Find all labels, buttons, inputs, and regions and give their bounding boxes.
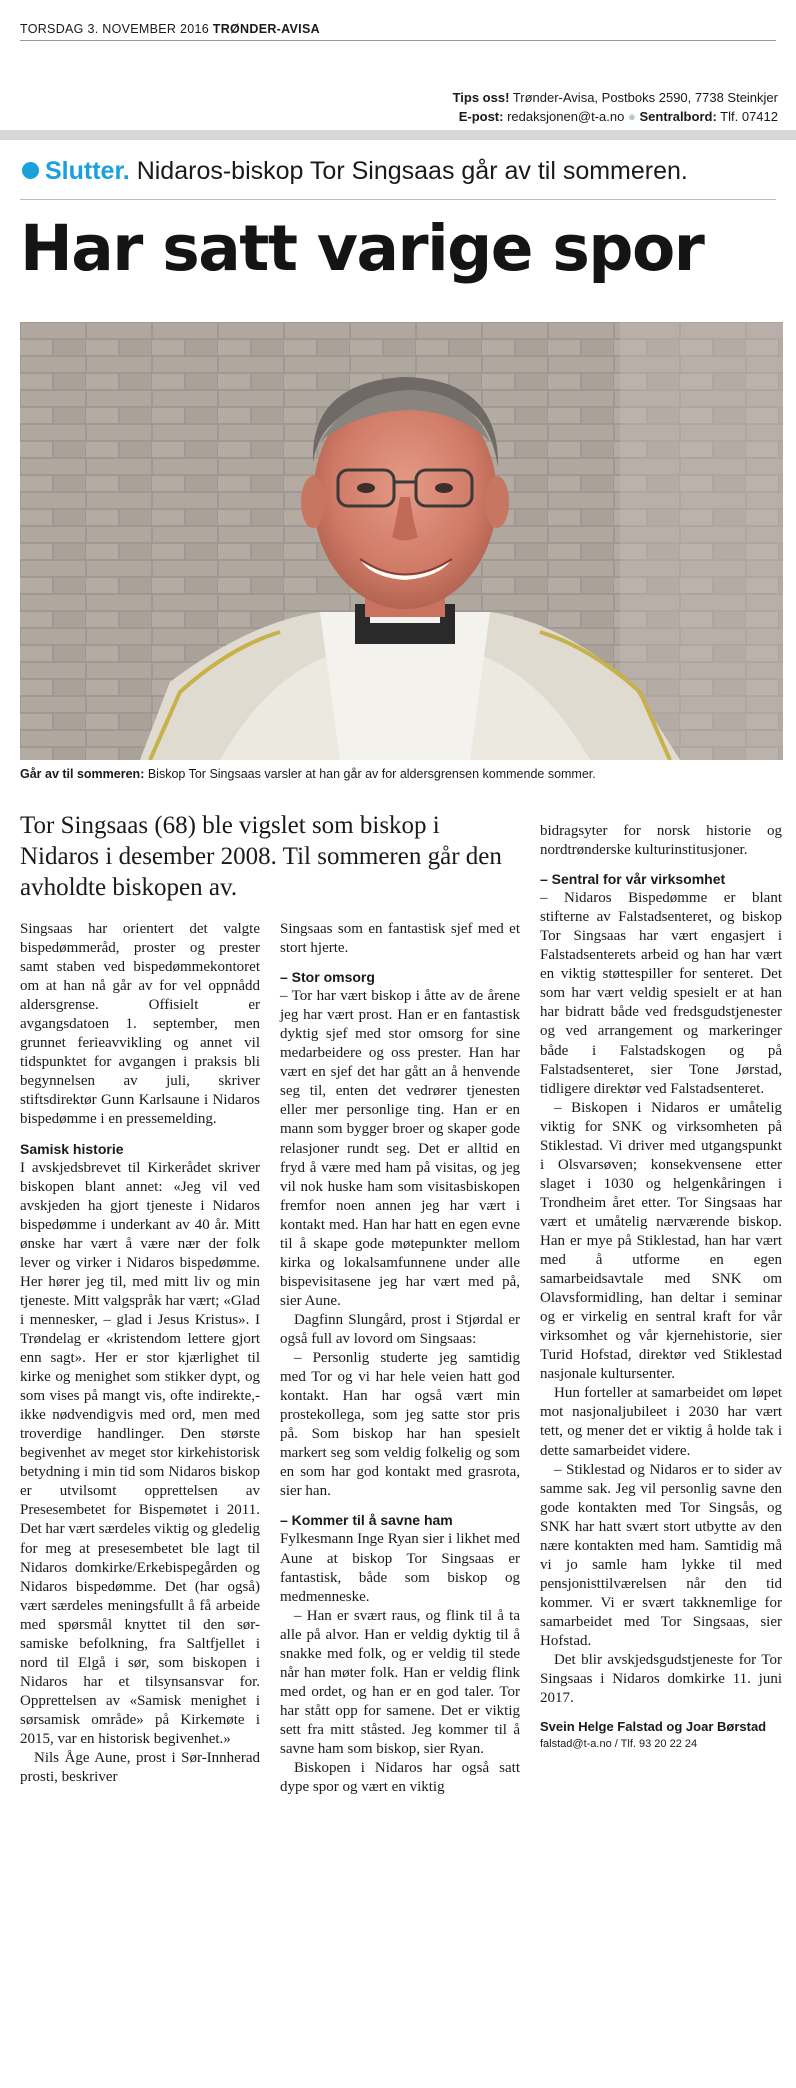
separator-dot-icon: ● bbox=[628, 109, 636, 124]
column-2 bbox=[280, 920, 520, 1797]
switchboard-number: Tlf. 07412 bbox=[720, 109, 778, 124]
tips-label: Tips oss! bbox=[452, 90, 510, 105]
body-paragraph: – Tor har vært biskop i åtte av de årene jeg har vært prost. Han er en fantastisk dyktig sjef med stor omsorg for sine medarbeidere og oss prester. Han har vært en sjef det har gått an å henvende seg til, enten det vedrører tjenesten eller mer personlige ting. Han er en mann som bygger broer og skaper gode relasjoner rundt seg. Det er alltid en fryd å være med ham på visitas, og jeg vil nok huske ham som visitasbiskopen fremfor noen annen jeg har vært i kontakt med. Han har hatt en egen evne til å skape gode møtepunkter mellom kirka og lokalsamfunnene under alle bispevisitasene jeg har vært med på, sier Aune. bbox=[280, 988, 520, 1309]
body-paragraph: – Han er svært raus, og flink til å ta alle på alvor. Han er veldig dyktig til å snakke med folk, og er veldig til stede når han møter folk. Han er veldig flink med ordet, og han er en god taler. Tor har stått opp for samene. Det er viktig sett fra mitt ståsted. Jeg kommer til å savne ham som biskop, sier Ryan. bbox=[280, 1607, 520, 1757]
photo-caption bbox=[20, 766, 780, 782]
body-paragraph: Biskopen i Nidaros har også satt dype spor og vært en viktig bbox=[280, 1760, 520, 1796]
body-paragraph: Hun forteller at samarbeidet om løpet mot nasjonaljubileet i 2030 har vært tett, og mener det er viktig å holde tak i dette samarbeidet videre. bbox=[540, 1385, 782, 1459]
switchboard-label: Sentralbord: bbox=[639, 109, 717, 124]
kicker-divider bbox=[20, 199, 776, 200]
body-paragraph: Nils Åge Aune, prost i Sør-Innherad prosti, beskriver bbox=[20, 1750, 260, 1786]
kicker-dot-icon bbox=[22, 162, 39, 179]
contact-box bbox=[453, 88, 778, 126]
email-label: E-post: bbox=[458, 109, 504, 124]
body-paragraph: Singsaas har orientert det valgte bispedømmeråd, proster og prester samt staben ved bispedømmekontoret om at han nå går av for vel oppnådd aldersgrense. Offisielt er avgangsdatoen 1. september, men grunnet ferieavvikling og annet vil tidspunktet for avgangen i praksis bli begynnelsen av juli, skriver stiftsdirektør Gunn Karlsaune i Nidaros bispedømme i en pressemelding. bbox=[20, 921, 260, 1128]
body-paragraph: I avskjedsbrevet til Kirkerådet skriver biskopen blant annet: «Jeg vil ved avskjeden ha gjort tjeneste i Nidaros bispedømme i underkant av 40 år. Mitt ønske har vært å være nær der folk lever og virker i Nidaros bispedømme. Her hører jeg til, med mitt liv og min tjeneste. Mitt valgspråk har vært; «Glad i mennesker, – glad i Jesus Kristus». I Trøndelag er «kristendom lettere gjort enn sagt». Her er stor kjærlighet til kirke og menighet som stikker dypt, og som vises på mangt vis, ofte indirekte,- ikke nødvendigvis med ord, men med troverdige handlinger. Den største begivenhet av meget stor kirkehistorisk betydning i min tid som Nidaros biskop er utvilsomt opprettelsen av Presesembetet for Bispemøtet i 2011. Det har vært særdeles viktig og gledelig for meg at presesembetet ble lagt til Nidaros domkirke/Erkebispegården og Nidaros bispedømme. Det (har også) vært særdeles meningsfullt å få arbeide med spørsmål knyttet til den sør-samiske befolkning, fra Saltfjellet i nord til Elgå i sør, som biskopen i Nidaros har et tilsynsansvar for. Opprettelsen av «Samisk menighet i sørsamisk område» på Kirkemøte i 2015, var en historisk begivenhet.» bbox=[20, 1159, 260, 1747]
newspaper-name: TRØNDER-AVISA bbox=[212, 22, 320, 36]
subheading: – Kommer til å savne ham bbox=[280, 1512, 453, 1529]
body-paragraph: Fylkesmann Inge Ryan sier i likhet med Aune at biskop Tor Singsaas er fantastisk, både som biskop og medmenneske. bbox=[280, 1531, 520, 1605]
body-paragraph: – Nidaros Bispedømme er blant stifterne av Falstadsenteret, og biskop Tor Singsaas har vært engasjert i Falstadsenterets arbeid og han har vært en viktig støttespiller for senteret. Det som har vært veldig spesielt er at han har bidratt både ved fredsgudstjenester og ved arrangement og markeringer både i Falstadskogen og på Falstadsenteret, sier Tone Jørstad, tidligere direktør ved Falstadsenteret. bbox=[540, 890, 782, 1097]
gray-band bbox=[0, 130, 796, 140]
lead-paragraph: Tor Singsaas (68) ble vigslet som biskop i Nidaros i desember 2008. Til sommeren går den avholdte biskopen av. bbox=[20, 812, 502, 901]
kicker-keyword: Slutter. bbox=[45, 157, 130, 185]
body-paragraph: Det blir avskjedsgudstjeneste for Tor Singsaas i Nidaros domkirke 11. juni 2017. bbox=[540, 1652, 782, 1707]
body-paragraph: Dagfinn Slungård, prost i Stjørdal er også full av lovord om Singsaas: bbox=[280, 1311, 520, 1347]
byline-contact: falstad@t-a.no / Tlf. 93 20 22 24 bbox=[540, 1738, 698, 1751]
subheading: – Sentral for vår virksomhet bbox=[540, 871, 726, 888]
caption-text: Biskop Tor Singsaas varsler at han går av for aldersgrensen kommende sommer. bbox=[147, 767, 596, 781]
headline: Har satt varige spor bbox=[20, 212, 704, 285]
kicker-text: Nidaros-biskop Tor Singsaas går av til sommeren. bbox=[136, 157, 688, 185]
bishop-photo bbox=[20, 322, 783, 760]
body-paragraph: Singsaas som en fantastisk sjef med et stort hjerte. bbox=[280, 921, 520, 957]
subheading: Samisk historie bbox=[20, 1140, 124, 1157]
column-3 bbox=[540, 822, 782, 1752]
body-paragraph: – Stiklestad og Nidaros er to sider av samme sak. Jeg vil personlig savne den gode kontakten med Tor Singsås, og SNK har hatt svært stort utbytte av den nære kontakten med ham. Samtidig må vi jo samle ham lykke til med pensjonisttilværelsen når den tid kommer. Vi er svært takknemlige for samarbeidet med Tor Singsaas, sier Hofstad. bbox=[540, 1461, 782, 1649]
issue-date: TORSDAG 3. NOVEMBER 2016 bbox=[20, 22, 209, 36]
body-paragraph: bidragsyter for norsk historie og nordtrønderske kulturinstitusjoner. bbox=[540, 823, 782, 859]
column-1 bbox=[20, 920, 260, 1787]
page-header bbox=[20, 22, 776, 40]
tips-address: Trønder-Avisa, Postboks 2590, 7738 Steinkjer bbox=[512, 90, 778, 105]
byline: Svein Helge Falstad og Joar Børstad bbox=[540, 1719, 767, 1735]
subheading: – Stor omsorg bbox=[280, 969, 375, 986]
email-address[interactable]: redaksjonen@t-a.no bbox=[507, 109, 625, 124]
caption-label: Går av til sommeren: bbox=[20, 767, 145, 781]
kicker bbox=[22, 156, 782, 186]
header-divider bbox=[20, 40, 776, 41]
body-paragraph: – Personlig studerte jeg samtidig med Tor og vi har hele veien hatt god kontakt. Han har også vært min prostekollega, som jeg satte stor pris på. Som biskop har han spesielt markert seg som veldig folkelig og som en som har god kontakt med grasrota, sier han. bbox=[280, 1350, 520, 1500]
body-paragraph: – Biskopen i Nidaros er umåtelig viktig for SNK og virksomheten på Stiklestad. Vi driver med utgangspunkt i Olsvarsøven; konsekvensene etter slaget i 1030 og helgenkåringen i Trondheim året etter. Tor Singsaas har vært et umåtelig nærværende biskop. Han er mye på Stiklestad, han har vært med å utforme en egen samarbeidsavtale med SNK om Olavsformidling, han deltar i seminar og er virkelig en sentral kraft for vår virksomhet og vår kjernehistorie, sier Turid Hofstad, direktør ved Stiklestad nasjonale kultursenter. bbox=[540, 1099, 782, 1383]
